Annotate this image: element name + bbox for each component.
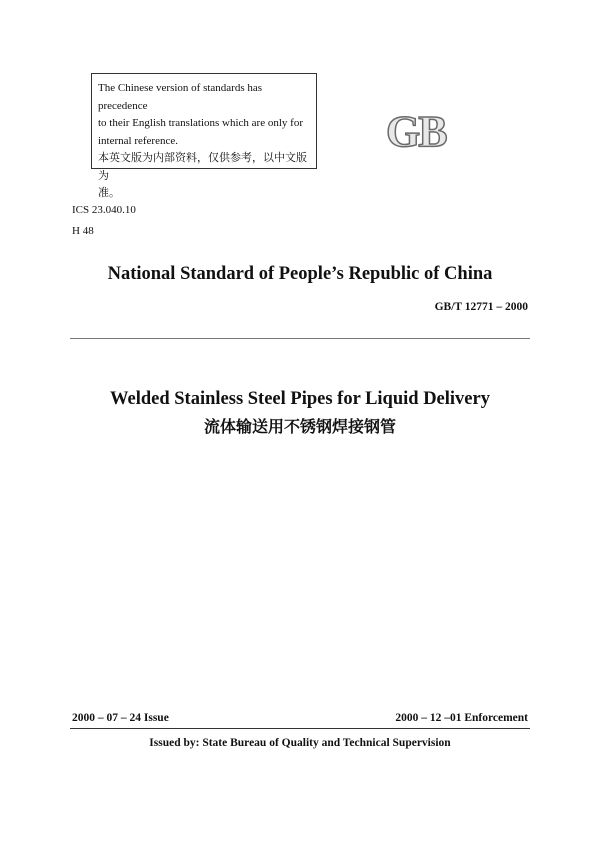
document-title-chinese: 流体输送用不锈钢焊接钢管: [203, 417, 396, 436]
document-title: Welded Stainless Steel Pipes for Liquid Delivery: [110, 389, 490, 409]
notice-line: 本英文版为内部资料，仅供参考，以中文版为: [98, 152, 307, 182]
enforcement-date: 2000 – 12 –01 Enforcement: [395, 712, 528, 724]
gb-logo-icon: GB: [386, 107, 446, 156]
standard-number: GB/T 12771 – 2000: [434, 301, 528, 313]
header-divider: [70, 338, 530, 339]
issuer-line: Issued by: State Bureau of Quality and Technical Supervision: [149, 737, 451, 749]
notice-line: internal reference.: [98, 134, 178, 147]
notice-line: to their English translations which are only for: [98, 117, 303, 129]
footer-divider: [70, 728, 530, 729]
standard-body-title: National Standard of People’s Republic of China: [107, 264, 493, 284]
classification-code: H 48: [72, 225, 94, 237]
notice-line: The Chinese version of standards has precedence: [98, 82, 263, 112]
language-notice-box: [91, 73, 317, 199]
issue-date: 2000 – 07 – 24 Issue: [72, 712, 169, 724]
notice-line: 准。: [98, 187, 120, 199]
ics-code: ICS 23.040.10: [72, 204, 136, 216]
